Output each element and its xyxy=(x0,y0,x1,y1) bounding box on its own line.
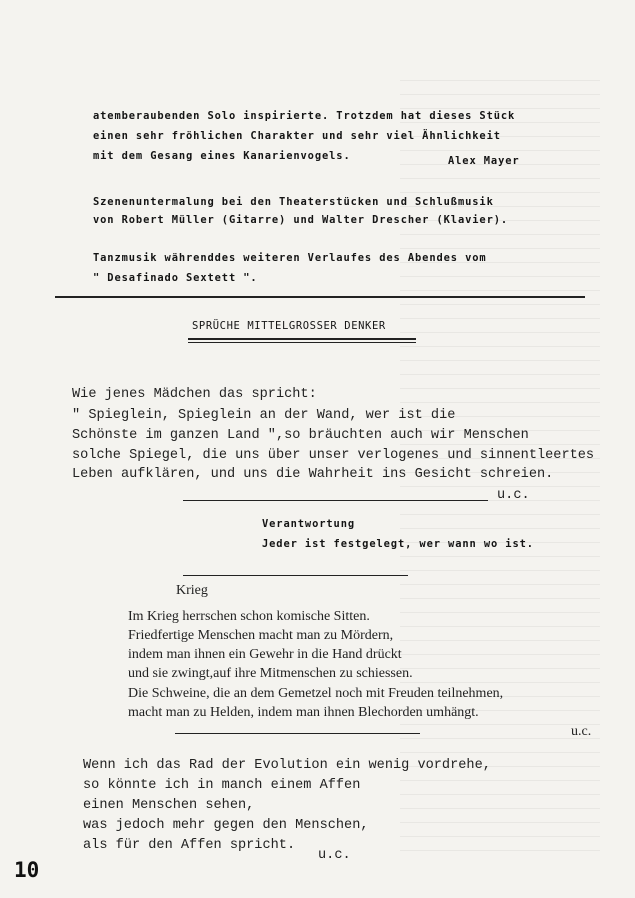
saying3-rule-top xyxy=(183,575,408,576)
intro-line-3: mit dem Gesang eines Kanarienvogels. xyxy=(93,150,351,162)
section-divider xyxy=(55,296,585,298)
saying1-line-3: Schönste im ganzen Land ",so bräuchten auch wir Menschen xyxy=(72,428,529,443)
stage-line-1: Szenenuntermalung bei den Theaterstücken und Schlußmusik xyxy=(93,196,494,208)
intro-line-1: atemberaubenden Solo inspirierte. Trotzdem hat dieses Stück xyxy=(93,110,516,122)
saying3-line-5: Die Schweine, die an dem Gemetzel noch mit Freuden teilnehmen, xyxy=(128,686,504,701)
intro-line-2: einen sehr fröhlichen Charakter und sehr viel Ähnlichkeit xyxy=(93,130,501,142)
saying1-rule xyxy=(183,500,488,501)
saying4-line-4: was jedoch mehr gegen den Menschen, xyxy=(83,818,369,833)
page-number: 10 xyxy=(14,858,40,882)
saying1-line-5: Leben aufklären, und uns die Wahrheit ins Gesicht schreien. xyxy=(72,467,554,482)
dance-line-2: " Desafinado Sextett ". xyxy=(93,272,258,284)
saying2-title: Verantwortung xyxy=(262,518,356,530)
saying4-line-2: so könnte ich in manch einem Affen xyxy=(83,778,361,793)
saying1-line-4: solche Spiegel, die uns über unser verlogenes und sinnentleertes xyxy=(72,448,595,463)
saying4-signature: u.c. xyxy=(318,848,351,863)
saying1-signature: u.c. xyxy=(497,488,530,503)
dance-line-1: Tanzmusik währenddes weiteren Verlaufes des Abendes vom xyxy=(93,252,487,264)
section-title-underline-2 xyxy=(188,342,416,343)
saying3-signature: u.c. xyxy=(571,724,592,739)
saying3-line-1: Im Krieg herrschen schon komische Sitten. xyxy=(128,609,370,624)
saying4-line-1: Wenn ich das Rad der Evolution ein wenig vordrehe, xyxy=(83,758,491,773)
section-title: SPRÜCHE MITTELGROSSER DENKER xyxy=(192,320,386,332)
saying3-line-4: und sie zwingt,auf ihre Mitmenschen zu schiessen. xyxy=(128,666,413,681)
saying2-text: Jeder ist festgelegt, wer wann wo ist. xyxy=(262,538,534,550)
saying3-line-3: indem man ihnen ein Gewehr in die Hand drückt xyxy=(128,647,402,662)
saying3-rule-bottom xyxy=(175,733,420,734)
saying1-line-2: " Spieglein, Spieglein an der Wand, wer ist die xyxy=(72,408,456,423)
stage-line-2: von Robert Müller (Gitarre) und Walter Drescher (Klavier). xyxy=(93,214,509,226)
saying3-title: Krieg xyxy=(176,583,208,598)
saying4-line-3: einen Menschen sehen, xyxy=(83,798,255,813)
saying4-line-5: als für den Affen spricht. xyxy=(83,838,296,853)
section-title-underline-1 xyxy=(188,338,416,340)
saying3-line-6: macht man zu Helden, indem man ihnen Blechorden umhängt. xyxy=(128,705,479,720)
saying1-line-1: Wie jenes Mädchen das spricht: xyxy=(72,387,317,402)
intro-author: Alex Mayer xyxy=(448,155,520,167)
saying3-line-2: Friedfertige Menschen macht man zu Mördern, xyxy=(128,628,394,643)
